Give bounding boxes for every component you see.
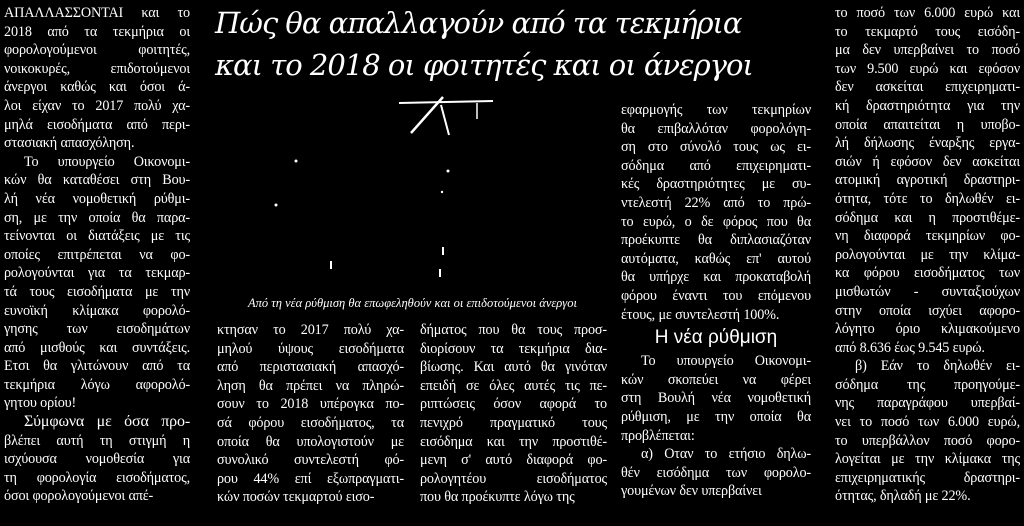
text-line: ρολογούνται για τα τεκμαρ- (4, 265, 190, 282)
text-line: ληση θα πρέπει να πληρώ- (217, 377, 404, 394)
column-2 (217, 321, 404, 507)
text-line: θα υπήρχε και προκαταβολή (621, 269, 811, 286)
article-photo (215, 95, 610, 293)
column-4 (835, 4, 1020, 506)
text-line: λογείται με την κλίμακα της (835, 451, 1020, 468)
text-line: από 8.636 έως 9.545 ευρώ. (835, 339, 985, 356)
text-line: νει το ποσό των 6.000 ευρώ, (835, 414, 1020, 431)
text-line: σά φόρου εισοδήματος, τα (217, 414, 404, 431)
column-1 (4, 4, 190, 506)
text-line: σόδημα και η προστιθέμε- (835, 209, 1020, 226)
text-line: κτησαν το 2017 πολύ χα- (217, 322, 404, 338)
text-line: εισόδημα και την προστιθέ- (420, 433, 607, 450)
text-line: κή δραστηριότητα για την (835, 97, 1020, 114)
text-line: λόγητο όριο κλιμακούμενο (835, 321, 1020, 338)
photo-image (215, 95, 610, 293)
text-line: μενη σ' αυτό διαφορά φο- (420, 452, 607, 469)
text-line: νη διαφορά τεκμηρίων φο- (835, 228, 1020, 245)
text-line: το υπερβάλλον ποσό φορο- (835, 432, 1020, 449)
text-line: σιών ή εφόσον δεν ασκείται (835, 153, 1020, 170)
subheading: Η νέα ρύθμιση (654, 327, 778, 349)
text-line: γητου ορίου! (4, 395, 77, 412)
text-line: στη Βουλή νέα νομοθετική (621, 390, 811, 407)
text-line: το ποσό των 6.000 ευρώ και (835, 5, 1020, 21)
text-line: οποία απαιτείται η υποβο- (835, 116, 1020, 133)
text-line: ότητα, τότε το δηλωθέν ει- (835, 190, 1020, 207)
text-line: ρολογούνται με την κλίμα- (835, 246, 1020, 263)
text-line: β) Εάν το δηλωθέν ει- (855, 358, 1020, 375)
text-line: οποίες επιτρέπεται να φο- (4, 246, 190, 263)
text-line: εφαρμογής των τεκμηρίων (621, 102, 811, 118)
text-line: γησης των εισοδημάτων (4, 321, 190, 338)
text-line: που θα προέκυπτε λόγω της (420, 489, 575, 506)
text-line: πενιχρό πραγματικό τους (420, 414, 607, 431)
text-line: κα φόρου εισοδήματος των (835, 265, 1020, 282)
text-line: το τεκμαρτό τους εισόδη- (835, 23, 1020, 40)
text-line: ντελεστή 22% από το πρώ- (621, 194, 811, 211)
text-line: από περιστασιακή απασχό- (217, 359, 404, 376)
text-line: μηλού ύψους εισοδήματα (217, 340, 404, 357)
text-line: ση στο σύνολό τους ως ει- (621, 139, 811, 156)
text-line: 2018 από τα τεκμήρια οι (4, 23, 190, 40)
text-line: γουμένων δεν υπερβαίνει (621, 483, 762, 500)
text-line: μηλά εισοδήματα από περι- (4, 116, 190, 133)
text-line: επειδή σε όλες αυτές τις πε- (420, 377, 607, 394)
column-3 (621, 101, 811, 501)
text-line: κές δραστηριότητες με συ- (621, 176, 811, 193)
text-line: ΑΠΑΛΛΑΣΣΟΝΤΑΙ και το (4, 5, 190, 21)
text-line: κών θα καταθέσει στη Βου- (4, 172, 190, 189)
text-line: Το υπουργείο Οικονομι- (24, 153, 190, 170)
text-line: φορολογούμενοι φοιτητές, (4, 42, 190, 59)
text-line: ση, με την οποία θα παρα- (4, 209, 190, 226)
text-line: ριπτώσεις όσον αφορά το (420, 396, 607, 413)
text-line: διορίσουν τα τεκμήρια δια- (420, 340, 607, 357)
text-line: ευνοϊκή κλίμακα φορολό- (4, 302, 190, 319)
text-line: λή δήλωσης έναρξης εργα- (835, 135, 1020, 152)
headline-line-1: Πώς θα απαλλαγούν από τα τεκμήρια (215, 6, 742, 40)
text-line: μα δεν υπερβαίνει το ποσό (835, 42, 1020, 59)
text-line: τη φορολογία εισοδήματος, (4, 469, 190, 486)
text-line: βλέπει αυτή τη στιγμή η (4, 432, 190, 449)
text-line: δήματος που θα τους προσ- (420, 322, 607, 338)
text-line: ρολογητέου εισοδήματος (420, 470, 607, 487)
text-line: ρου 44% επί εξωπραγματι- (217, 470, 404, 487)
text-line: σόδημα από επιχειρηματι- (621, 157, 811, 174)
text-line: από μισθούς και συντάξεις. (4, 339, 190, 356)
text-line: μισθωτών - συνταξιούχων (835, 283, 1020, 300)
text-line: ατομική αγροτική δραστηρι- (835, 172, 1020, 189)
text-line: άνεργοι καθώς και όσοι ά- (4, 79, 190, 96)
text-line: σόδημα της προηγούμε- (835, 376, 1020, 393)
text-line: δεν ασκείται επιχειρηματι- (835, 79, 1020, 96)
text-line: Το υπουργείο Οικονομι- (641, 353, 811, 370)
text-line: τά τους εισοδήματα με την (4, 283, 190, 300)
text-line: οποία θα υπολογιστούν με (217, 433, 404, 450)
text-line: νης παραγράφου υπερβαί- (835, 395, 1020, 412)
text-line: στην οποία ισχύει αφορο- (835, 302, 1020, 319)
text-line: ρύθμιση, με την οποία θα (621, 408, 811, 425)
text-line: των 9.500 ευρώ και εφόσον (835, 60, 1020, 77)
headline-line-2: και το 2018 οι φοιτητές και οι άνεργοι (215, 48, 753, 82)
text-line: στασιακή απασχόληση. (4, 135, 135, 152)
text-line: αυτόματα, καθώς επ' αυτού (621, 250, 811, 267)
text-line: προέκυπτε θα διπλασιαζόταν (621, 232, 811, 249)
text-line: όσοι φορολογούμενοι απέ- (4, 488, 154, 505)
text-line: νοικοκυρές, επιδοτούμενοι (4, 60, 190, 77)
text-line: έτους, με συντελεστή 100%. (621, 306, 780, 323)
text-line: το ευρώ, ο δε φόρος που θα (621, 213, 811, 230)
text-line: τεκμήρια λόγω αφορολό- (4, 376, 190, 393)
text-line: α) Οταν το ετήσιο δηλω- (641, 446, 811, 463)
column-3-continuation (420, 321, 607, 507)
photo-caption: Από τη νέα ρύθμιση θα επωφεληθούν και οι επιδοτούμενοι άνεργοι (248, 296, 577, 310)
text-line: συνολικό συντελεστή φό- (217, 452, 404, 469)
text-line: κών σκοπεύει να φέρει (621, 371, 811, 388)
text-line: φόρου έναντι του επόμενου (621, 287, 811, 304)
text-line: βίωσης. Και αυτό θα γινόταν (420, 359, 607, 376)
headline (215, 2, 753, 86)
text-line: Σύμφωνα με όσα προ- (24, 413, 190, 431)
text-line: επιχειρηματικής δραστηρι- (835, 469, 1020, 486)
text-line: λοι είχαν το 2017 πολύ χα- (4, 97, 190, 114)
text-line: λή νέα νομοθετική ρύθμι- (4, 190, 190, 207)
text-line: ότητας, δηλαδή με 22%. (835, 488, 971, 505)
text-line: θέν εισόδημα των φορολο- (621, 464, 811, 481)
text-line: σουν το 2018 υπέρογκα πο- (217, 396, 404, 413)
text-line: τείνονται οι διατάξεις με τις (4, 228, 190, 245)
text-line: θα επιβαλλόταν φορολόγη- (621, 120, 811, 137)
text-line: Ετσι θα γλιτώνουν από τα (4, 358, 190, 375)
text-line: κών ποσών τεκμαρτού εισο- (217, 489, 375, 506)
column-3-body (621, 101, 811, 324)
text-line: ισχύουσα νομοθεσία για (4, 451, 190, 468)
column-3-after-subheading (621, 352, 811, 501)
text-line: προβλέπεται: (621, 427, 695, 444)
